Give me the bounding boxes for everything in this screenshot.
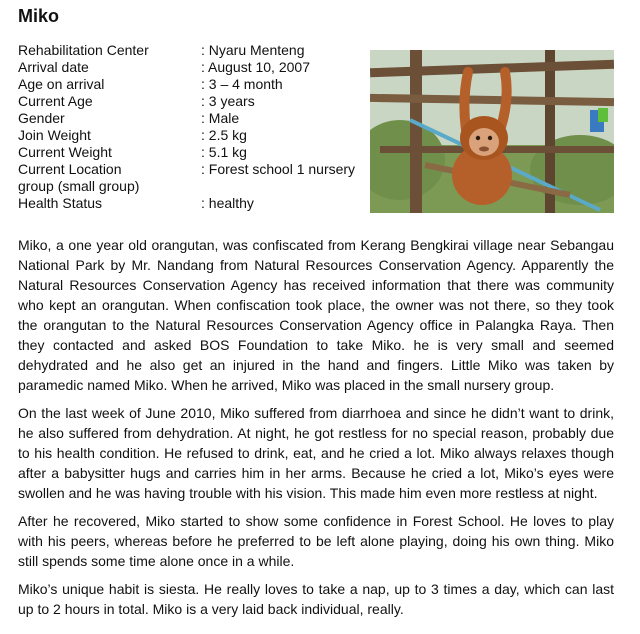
profile-table xyxy=(18,42,368,212)
profile-label: Current Location xyxy=(18,161,122,177)
orangutan-face xyxy=(469,128,499,156)
profile-value: : Nyaru Menteng xyxy=(201,42,305,58)
profile-row-join-weight xyxy=(18,127,368,144)
orangutan-photo-illustration xyxy=(370,50,614,213)
profile-label: Rehabilitation Center xyxy=(18,42,149,58)
profile-label: Current Age xyxy=(18,93,93,109)
profile-label: Arrival date xyxy=(18,59,89,75)
profile-row-age-on-arrival xyxy=(18,76,368,93)
profile-label: Age on arrival xyxy=(18,76,105,92)
profile-row-gender xyxy=(18,110,368,127)
story-paragraph: After he recovered, Miko started to show some confidence in Forest School. He loves to play with his peers, whereas before he preferred to be left alone playing, doing his own thing. Miko still spends some time alone once in a while. xyxy=(18,513,614,569)
profile-value xyxy=(201,178,368,195)
profile-row-current-location xyxy=(18,161,368,178)
profile-value: : August 10, 2007 xyxy=(201,59,310,75)
profile-label: Health Status xyxy=(18,195,103,211)
profile-value: : Forest school 1 nursery xyxy=(201,161,356,177)
profile-label: Gender xyxy=(18,110,65,126)
profile-row-current-age xyxy=(18,93,368,110)
profile-value: : 2.5 kg xyxy=(201,127,247,143)
orangutan-photo xyxy=(370,50,614,213)
photo-green-object xyxy=(598,108,608,122)
profile-value: : Male xyxy=(201,110,240,126)
profile-label: Join Weight xyxy=(18,127,91,143)
profile-row-current-weight xyxy=(18,144,368,161)
story-paragraph: Miko, a one year old orangutan, was confiscated from Kerang Bengkirai village near Sebangau National Park by Mr. Nandang from Natural Resources Conservation Agency. Apparently the Natural Resources Conservation Agency has received information that there was community who kept an orangutan. When confiscation took place, the owner was not there, so they took the orangutan to the Natural Resources Conservation Agency office in Palangka Raya. Then they contacted and asked BOS Foundation to take Miko. he is very small and seemed dehydrated and he also get an injured in the hand and fingers. Little Miko was taken by paramedic named Miko. When he arrived, Miko was placed in the small nursery group. xyxy=(18,237,614,393)
orangutan-arm-left xyxy=(464,72,468,130)
orangutan-eye-right xyxy=(488,136,492,140)
story-paragraph: On the last week of June 2010, Miko suffered from diarrhoea and since he didn’t want to drink, he also suffered from dehydration. At night, he got restless for no special reason, probably due to his health condition. He refused to drink, eat, and he cried a lot. Miko always relaxes though after a babysitter hugs and carries him in her arms. Because he cried a lot, Miko’s eyes were swollen and he was having trouble with his vision. This made him even more restless at night. xyxy=(18,405,614,501)
profile-value: : 3 – 4 month xyxy=(201,76,283,92)
profile-value: : healthy xyxy=(201,195,254,211)
profile-row-location-group xyxy=(18,178,368,195)
profile-row-arrival-date xyxy=(18,59,368,76)
profile-label: group (small group) xyxy=(18,178,140,194)
story-text xyxy=(18,235,614,627)
profile-value: : 5.1 kg xyxy=(201,144,247,160)
orangutan-eye-left xyxy=(476,136,480,140)
profile-row-rehabilitation-center xyxy=(18,42,368,59)
profile-value: : 3 years xyxy=(201,93,255,109)
profile-label: Current Weight xyxy=(18,144,112,160)
page-title: Miko xyxy=(18,6,60,26)
story-paragraph: Miko’s unique habit is siesta. He really loves to take a nap, up to 3 times a day, which can last up to 2 hours in total. Miko is a very laid back individual, really. xyxy=(18,581,614,617)
orangutan-mouth xyxy=(479,147,489,152)
profile-row-health-status xyxy=(18,195,368,212)
